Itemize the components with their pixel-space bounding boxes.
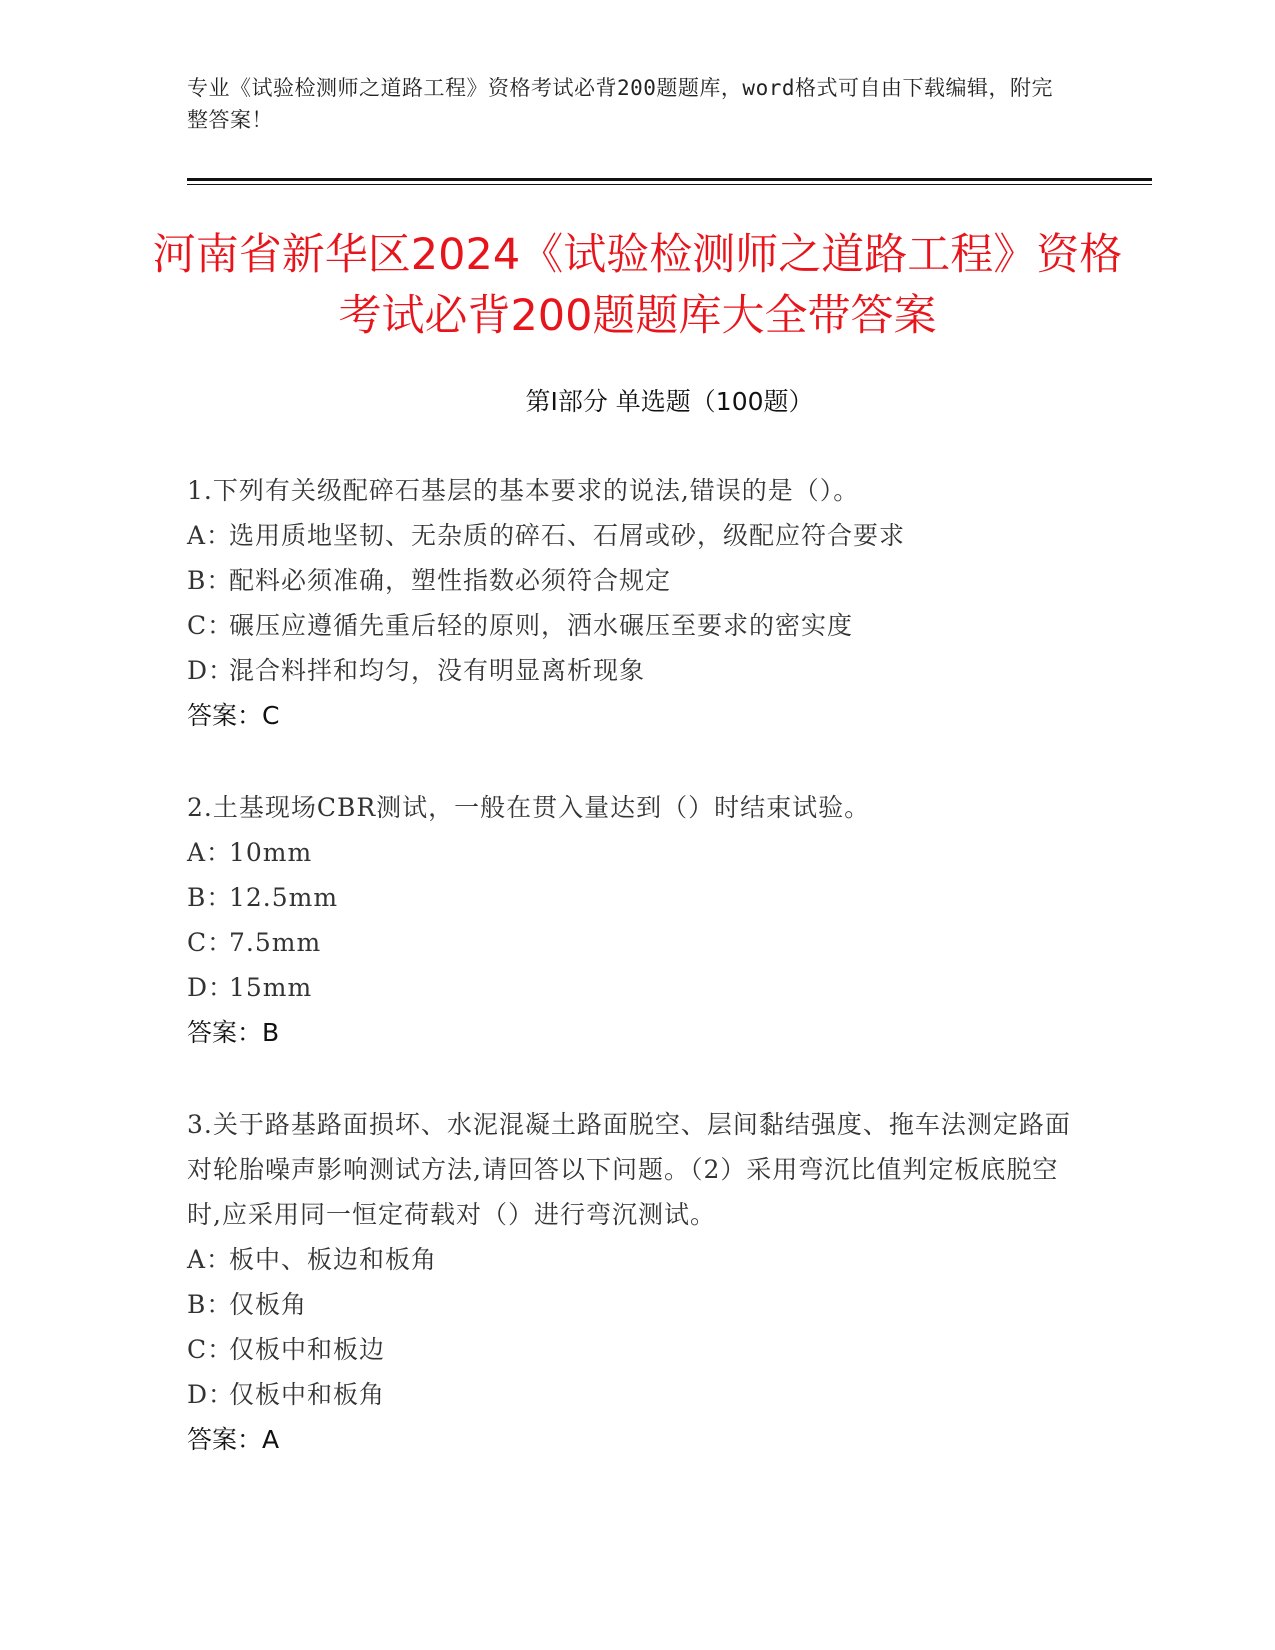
option-b (187, 875, 1087, 920)
option-text: 配料必须准确，塑性指数必须符合规定 (229, 566, 672, 595)
option-text: 仅板角 (229, 1290, 308, 1319)
option-d (187, 965, 1087, 1010)
document-title: 河南省新华区2024《试验检测师之道路工程》资格考试必背200题题库大全带答案 (152, 230, 1123, 341)
question-stem: 1.下列有关级配碎石基层的基本要求的说法,错误的是（）。 (187, 476, 860, 505)
option-key: C： (187, 611, 234, 640)
option-b (187, 1282, 1087, 1327)
question-3 (187, 1102, 1087, 1462)
option-text: 10mm (229, 838, 313, 867)
header-note: 专业《试验检测师之道路工程》资格考试必背200题题库，word格式可自由下载编辑，附完整答案！ (187, 76, 1053, 132)
option-key: D： (187, 656, 235, 685)
option-d (187, 1372, 1087, 1417)
option-text: 混合料拌和均匀，没有明显离析现象 (229, 656, 646, 685)
option-text: 7.5mm (229, 928, 322, 957)
option-key: B： (187, 1290, 233, 1319)
header-divider-thick (187, 178, 1152, 181)
option-a (187, 830, 1087, 875)
option-key: D： (187, 973, 235, 1002)
header-divider-thin (187, 184, 1152, 185)
option-key: B： (187, 566, 233, 595)
option-b (187, 558, 1087, 603)
option-key: C： (187, 1335, 234, 1364)
option-text: 15mm (229, 973, 313, 1002)
question-1 (187, 468, 1087, 738)
option-text: 碾压应遵循先重后轻的原则，洒水碾压至要求的密实度 (229, 611, 854, 640)
option-c (187, 1327, 1087, 1372)
option-key: B： (187, 883, 233, 912)
option-text: 板中、板边和板角 (229, 1245, 438, 1274)
option-text: 选用质地坚韧、无杂质的碎石、石屑或砂，级配应符合要求 (229, 521, 906, 550)
question-2 (187, 785, 1087, 1055)
section-heading: 第I部分 单选题（100题） (525, 387, 814, 416)
option-key: D： (187, 1380, 235, 1409)
option-d (187, 648, 1087, 693)
option-a (187, 513, 1087, 558)
option-text: 仅板中和板角 (229, 1380, 386, 1409)
option-text: 仅板中和板边 (229, 1335, 386, 1364)
option-key: C： (187, 928, 234, 957)
answer-label: 答案：B (187, 1018, 280, 1047)
option-c (187, 603, 1087, 648)
option-c (187, 920, 1087, 965)
answer-label: 答案：A (187, 1425, 280, 1454)
option-text: 12.5mm (229, 883, 339, 912)
option-a (187, 1237, 1087, 1282)
answer-label: 答案：C (187, 701, 280, 730)
option-key: A： (187, 1245, 233, 1274)
question-stem: 2.土基现场CBR测试，一般在贯入量达到（）时结束试验。 (187, 793, 871, 822)
option-key: A： (187, 521, 233, 550)
question-stem: 3.关于路基路面损坏、水泥混凝土路面脱空、层间黏结强度、拖车法测定路面对轮胎噪声影响测试方法,请回答以下问题。（2）采用弯沉比值判定板底脱空时,应采用同一恒定荷载对（）进行弯沉测试。 (187, 1110, 1071, 1229)
option-key: A： (187, 838, 233, 867)
